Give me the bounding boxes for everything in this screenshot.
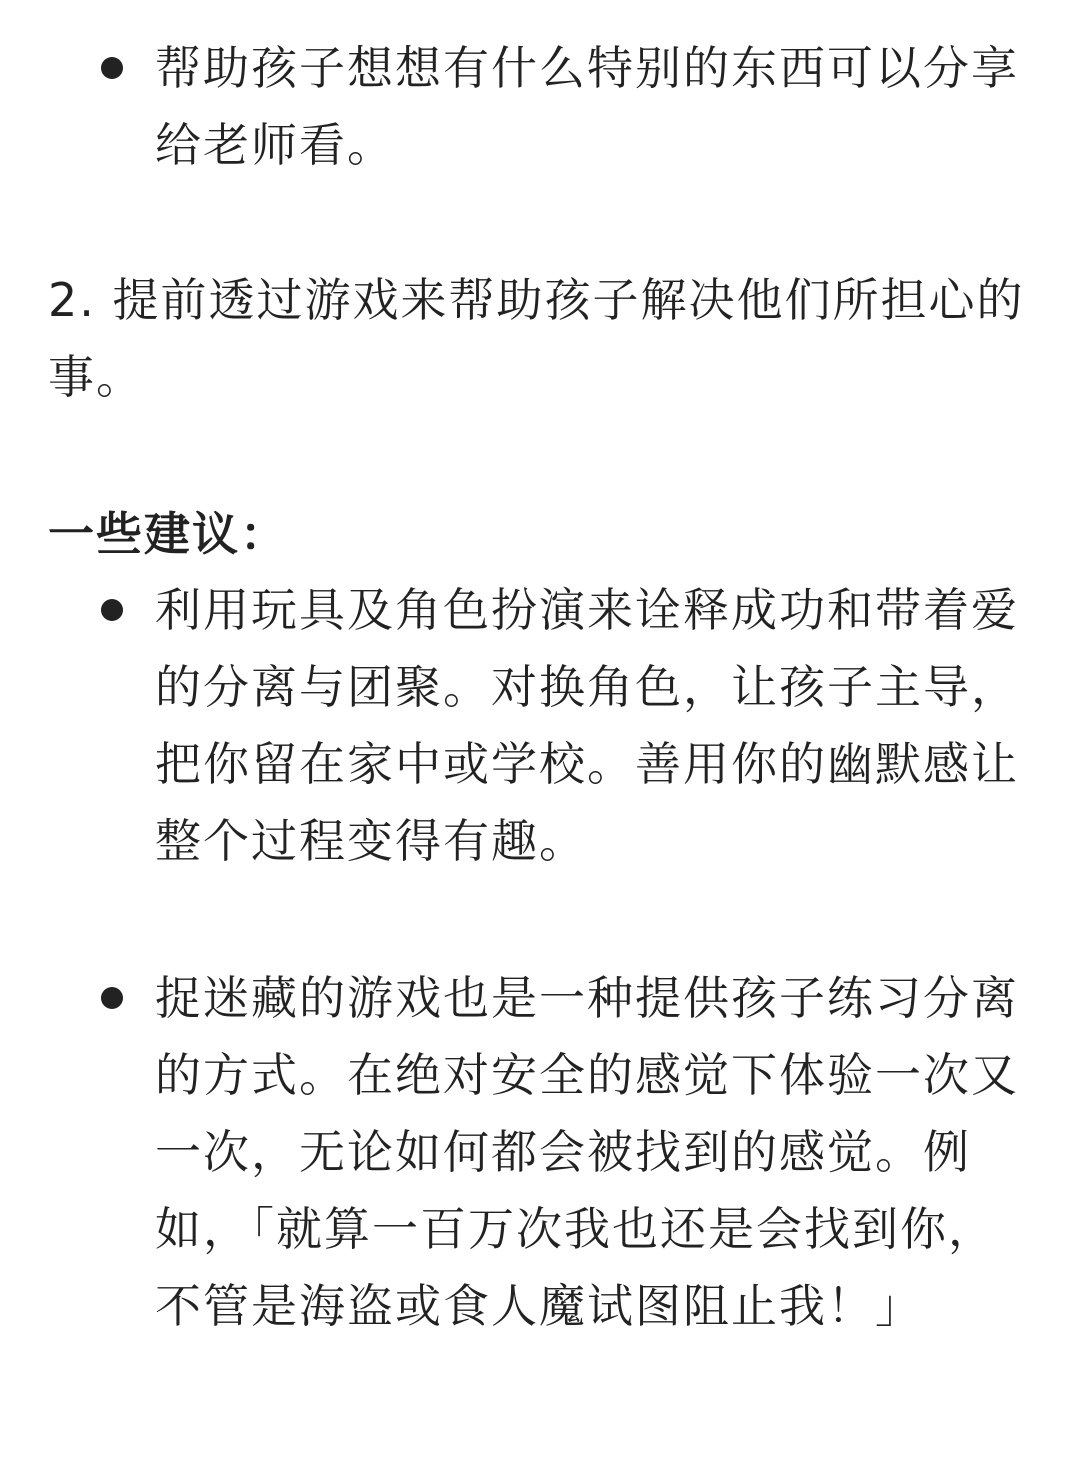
list-item-text: 帮助孩子想想有什么特别的东西可以分享给老师看。 [155,41,1019,172]
section-heading: 一些建议： [48,507,288,561]
list-item-text: 捉迷藏的游戏也是一种提供孩子练习分离的方式。在绝对安全的感觉下体验一次又一次，无论如何都会被找到的感觉。例如，「就算一百万次我也还是会找到你，不管是海盗或食人魔试图阻止我！」 [155,971,1019,1333]
bullet-point [101,57,123,79]
bullet-point [101,599,123,621]
list-item-text: 利用玩具及角色扮演来诠释成功和带着爱的分离与团聚。对换角色，让孩子主导，把你留在家中或学校。善用你的幽默感让整个过程变得有趣。 [155,583,1019,868]
numbered-point: 2. 提前透过游戏来帮助孩子解决他们所担心的事。 [48,273,1025,404]
bullet-point [101,987,123,1009]
